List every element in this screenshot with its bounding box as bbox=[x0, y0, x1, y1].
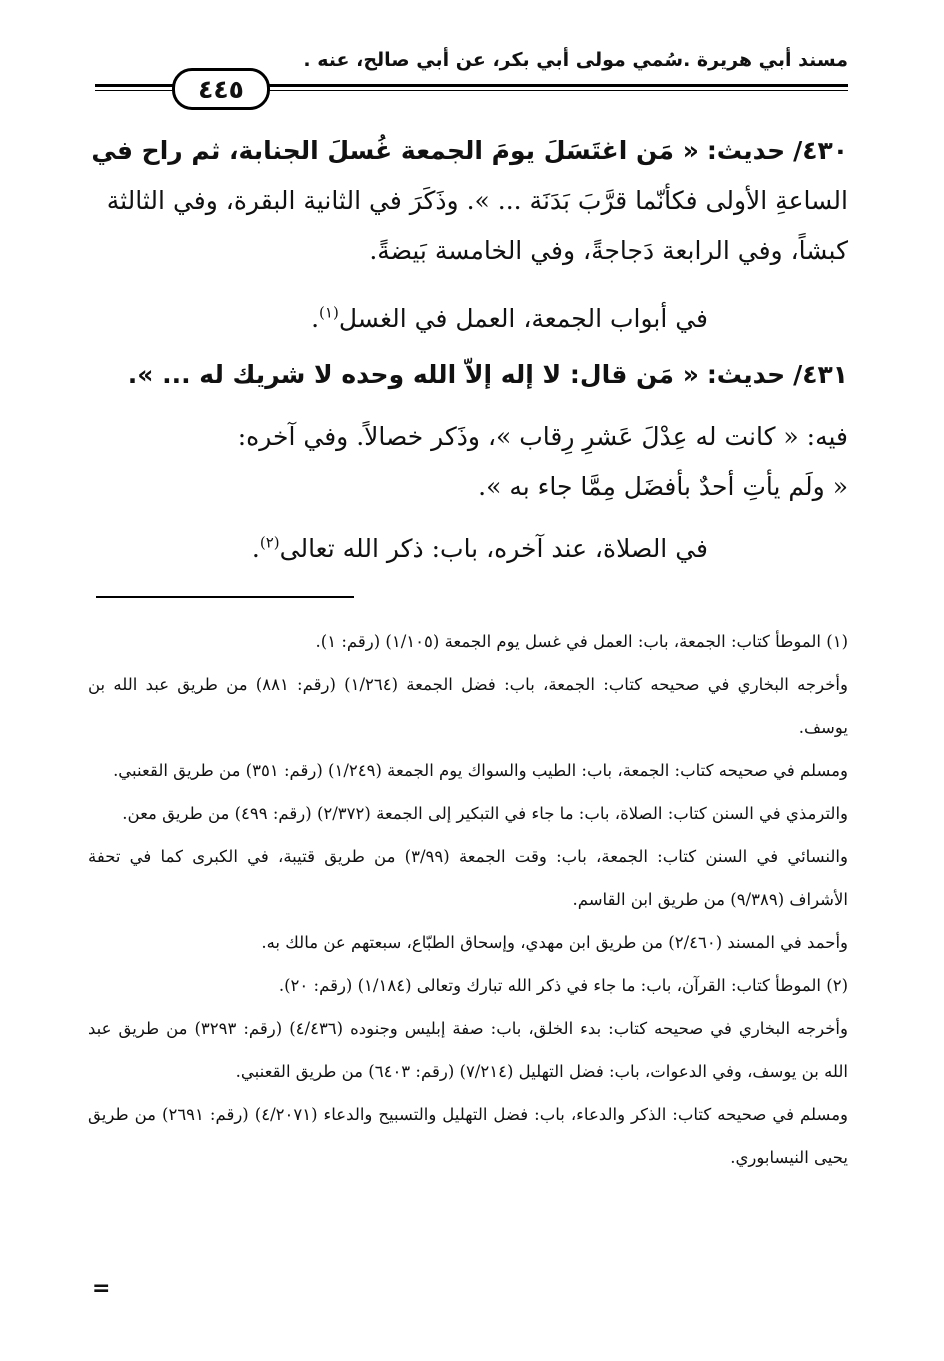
reference-2 bbox=[88, 524, 708, 574]
footnote-line: ومسلم في صحيحه كتاب: الجمعة، باب: الطيب والسواك يوم الجمعة (١/٢٤٩) (رقم: ٣٥١) من طريق القعنبي. bbox=[113, 761, 848, 780]
hadith-text: « مَن اغتَسَلَ يومَ الجمعة غُسلَ الجنابة، ثم راح في bbox=[91, 136, 699, 165]
reference-text: في أبواب الجمعة، العمل في الغسل bbox=[338, 304, 708, 333]
hadith-text: « مَن قال: لا إله إلاّ الله وحده لا شريك له ... ». bbox=[127, 360, 699, 389]
detail-line-2: « ولَم يأتِ أحدٌ بأفضَل مِمَّا جاء به ». bbox=[478, 472, 848, 501]
hadith-431-detail bbox=[88, 412, 848, 512]
footnote-marker[interactable]: (١) bbox=[319, 303, 339, 322]
footnote-line: وأخرجه البخاري في صحيحه كتاب: الجمعة، باب: فضل الجمعة (١/٢٦٤) (رقم: ٨٨١) من طريق عبد الله بن يوسف. bbox=[88, 675, 848, 737]
hadith-number: ٤٣٠/ bbox=[793, 136, 848, 165]
reference-1 bbox=[88, 294, 708, 344]
page-number: ٤٤٥ bbox=[172, 68, 270, 110]
footnote-2: (٢) الموطأ كتاب: القرآن، باب: ما جاء في ذكر الله تبارك وتعالى (١/١٨٤) (رقم: ٢٠). bbox=[278, 976, 848, 995]
reference-end: . bbox=[251, 534, 260, 563]
footnote-line: وأخرجه البخاري في صحيحه كتاب: بدء الخلق، باب: صفة إبليس وجنوده (٤/٤٣٦) (رقم: ٣٢٩٣) من طريق عبد الله بن يوسف، وفي الدعوات، باب: فضل التهليل (٧/٢١٤) (رقم: ٦٤٠٣) من طريق القعنبي. bbox=[88, 1019, 848, 1081]
continuation-mark: = bbox=[92, 1276, 111, 1301]
reference-text: في الصلاة، عند آخره، باب: ذكر الله تعالى bbox=[279, 534, 708, 563]
reference-end: . bbox=[311, 304, 320, 333]
hadith-keyword: حديث: bbox=[706, 360, 786, 389]
footnote-separator bbox=[96, 596, 354, 598]
hadith-430-line-3 bbox=[88, 226, 848, 276]
hadith-430-line-1 bbox=[88, 126, 848, 176]
hadith-keyword: حديث: bbox=[706, 136, 786, 165]
hadith-430-line-2 bbox=[88, 176, 848, 226]
detail-line-1: فيه: « كانت له عِدْلَ عَشرِ رِقاب »، وذَكر خصالاً. وفي آخره: bbox=[237, 422, 848, 451]
footnotes bbox=[88, 620, 848, 1179]
running-title: مسند أبي هريرة .سُمي مولى أبي بكر، عن أبي صالح، عنه . bbox=[303, 49, 848, 71]
hadith-430 bbox=[88, 126, 848, 276]
hadith-text: الساعةِ الأولى فكأنّما قرَّبَ بَدَنَة ... ». وذَكَرَ في الثانية البقرة، وفي الثالثة bbox=[106, 186, 848, 215]
footnote-line: وأحمد في المسند (٢/٤٦٠) من طريق ابن مهدي، وإسحاق الطبّاع، سبعتهم عن مالك به. bbox=[261, 933, 848, 952]
footnote-marker[interactable]: (٢) bbox=[259, 533, 280, 552]
hadith-number: ٤٣١/ bbox=[793, 360, 848, 389]
footnote-1: (١) الموطأ كتاب: الجمعة، باب: العمل في غسل يوم الجمعة (١/١٠٥) (رقم: ١). bbox=[315, 632, 848, 651]
hadith-431 bbox=[88, 350, 848, 400]
footnote-line: ومسلم في صحيحه كتاب: الذكر والدعاء، باب: فضل التهليل والتسبيح والدعاء (٤/٢٠٧١) (رقم: ٢٦٩١) من طريق يحيى النيسابوري. bbox=[88, 1105, 849, 1167]
footnote-line: والنسائي في السنن كتاب: الجمعة، باب: وقت الجمعة (٣/٩٩) من طريق قتيبة، في الكبرى كما في تحفة الأشراف (٩/٣٨٩) من طريق ابن القاسم. bbox=[88, 847, 848, 909]
footnote-line: والترمذي في السنن كتاب: الصلاة، باب: ما جاء في التبكير إلى الجمعة (٢/٣٧٢) (رقم: ٤٩٩) من طريق معن. bbox=[122, 804, 848, 823]
hadith-text: كبشاً، وفي الرابعة دَجاجةً، وفي الخامسة بَيضةً. bbox=[369, 236, 848, 265]
